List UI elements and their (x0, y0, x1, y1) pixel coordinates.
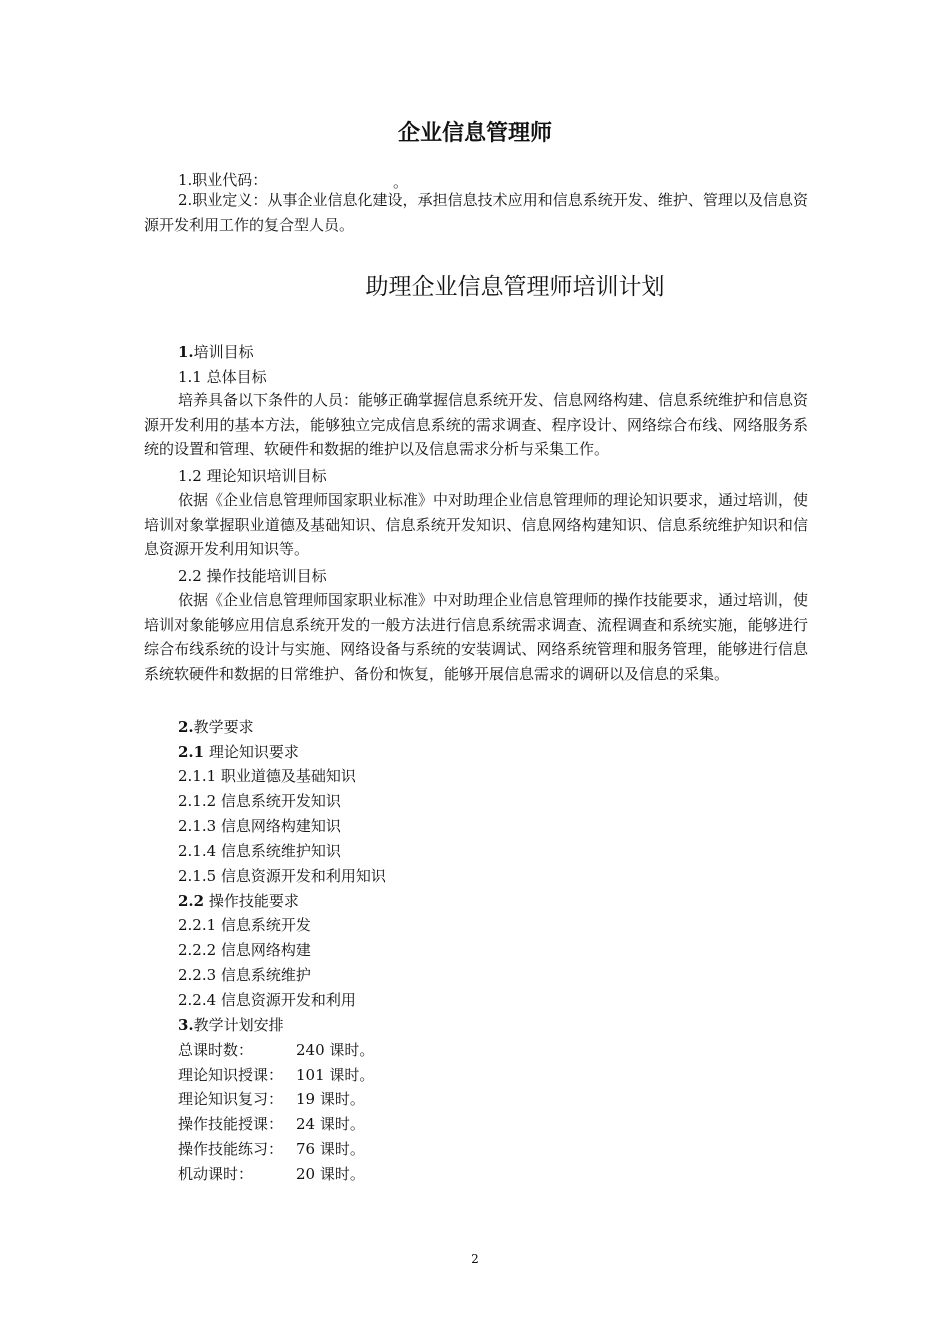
hours-label: 操作技能练习： (178, 1140, 284, 1158)
document-title: 企业信息管理师 (397, 120, 552, 146)
hours-value: 240 课时。 (296, 1041, 375, 1059)
section-1-1-heading: 1.1 总体目标 (178, 368, 267, 386)
job-code-label: 1.职业代码： (178, 171, 268, 189)
hours-label: 理论知识授课： (178, 1066, 284, 1084)
plan-title: 助理企业信息管理师培训计划 (365, 274, 665, 300)
section-2-2-goal-heading: 2.2 操作技能培训目标 (178, 567, 327, 585)
section-2-1-heading: 2.1 理论知识要求 (178, 743, 299, 761)
list-item: 2.2.3 信息系统维护 (178, 966, 311, 984)
hours-value: 20 课时。 (296, 1165, 365, 1183)
list-item: 2.1.2 信息系统开发知识 (178, 792, 341, 810)
hours-value: 76 课时。 (296, 1140, 365, 1158)
list-item: 2.2.4 信息资源开发和利用 (178, 991, 356, 1009)
list-item: 2.2.1 信息系统开发 (178, 916, 311, 934)
job-definition: 2.职业定义：从事企业信息化建设，承担信息技术应用和信息系统开发、维护、管理以及信息资源开发利用工作的复合型人员。 (144, 191, 808, 234)
hours-value: 24 课时。 (296, 1115, 365, 1133)
list-item: 2.1.5 信息资源开发和利用知识 (178, 867, 386, 885)
overall-goal-paragraph: 培养具备以下条件的人员：能够正确掌握信息系统开发、信息网络构建、信息系统维护和信息资源开发利用的基本方法，能够独立完成信息系统的需求调查、程序设计、网络综合布线、网络服务系统的设置和管理、软硬件和数据的维护以及信息需求分析与采集工作。 (144, 391, 809, 459)
skill-goal-paragraph: 依据《企业信息管理师国家职业标准》中对助理企业信息管理师的操作技能要求，通过培训，使培训对象能够应用信息系统开发的一般方法进行信息系统需求调查、流程调查和系统实施，能够进行综合布线系统的设计与实施、网络设备与系统的安装调试、网络系统管理和服务管理，能够进行信息系统软硬件和数据的日常维护、备份和恢复，能够开展信息需求的调研以及信息的采集。 (144, 591, 809, 683)
hours-label: 操作技能授课： (178, 1115, 284, 1133)
page-number: 2 (471, 1252, 479, 1266)
hours-label: 理论知识复习： (178, 1090, 284, 1108)
theory-goal-paragraph: 依据《企业信息管理师国家职业标准》中对助理企业信息管理师的理论知识要求，通过培训，使培训对象掌握职业道德及基础知识、信息系统开发知识、信息网络构建知识、信息系统维护知识和信息资源开发利用知识等。 (144, 491, 809, 559)
section-2-heading: 2.教学要求 (178, 718, 254, 736)
section-2-2-heading: 2.2 操作技能要求 (178, 892, 299, 910)
section-1-heading: 1.培训目标 (178, 343, 254, 361)
list-item: 2.2.2 信息网络构建 (178, 941, 311, 959)
list-item: 2.1.1 职业道德及基础知识 (178, 767, 356, 785)
hours-value: 101 课时。 (296, 1066, 375, 1084)
list-item: 2.1.4 信息系统维护知识 (178, 842, 341, 860)
hours-label: 总课时数： (178, 1041, 254, 1059)
section-1-2-heading: 1.2 理论知识培训目标 (178, 467, 327, 485)
hours-label: 机动课时： (178, 1165, 254, 1183)
list-item: 2.1.3 信息网络构建知识 (178, 817, 341, 835)
job-code-end: 。 (393, 173, 409, 191)
section-3-heading: 3.教学计划安排 (178, 1016, 284, 1034)
hours-value: 19 课时。 (296, 1090, 365, 1108)
